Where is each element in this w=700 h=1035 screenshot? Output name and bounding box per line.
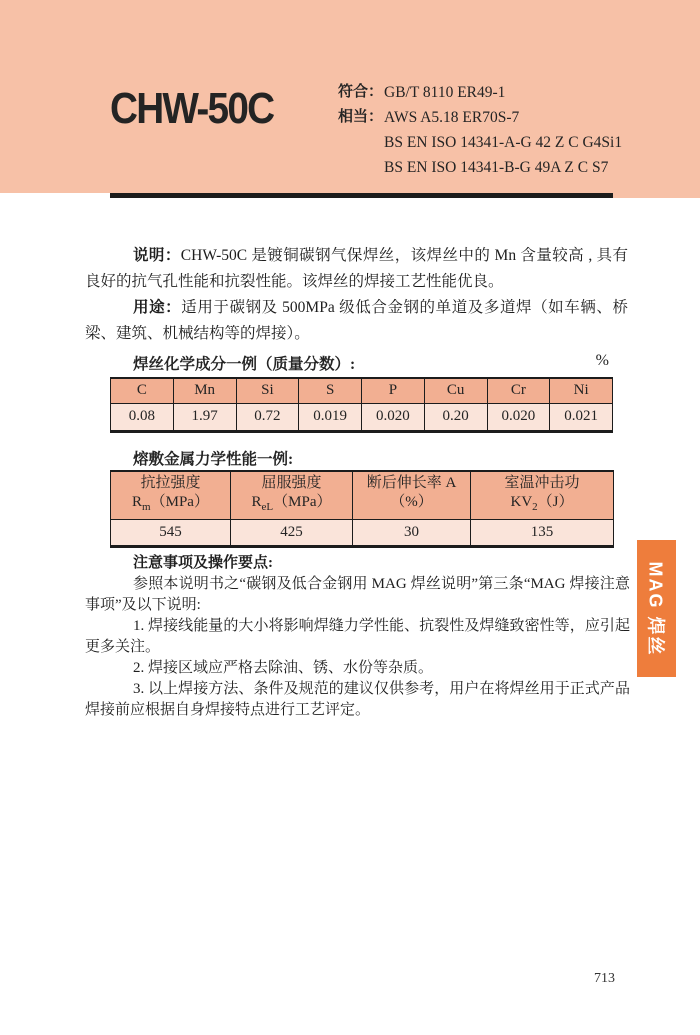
chem-col-header: Cr — [487, 378, 550, 403]
header-band-edge — [613, 193, 700, 198]
equivalent-value: BS EN ISO 14341-A-G 42 Z C G4Si1 — [384, 134, 623, 151]
chem-value-row — [111, 403, 613, 431]
chem-col-header: Mn — [173, 378, 236, 403]
chem-col-header: P — [362, 378, 425, 403]
chem-col-header: Ni — [550, 378, 613, 403]
chem-value: 0.08 — [111, 403, 174, 431]
equivalent-row — [338, 130, 622, 155]
mech-value-row — [111, 520, 614, 547]
chem-col-header: S — [299, 378, 362, 403]
shuoming-label: 说明： — [133, 247, 181, 264]
equivalent-row — [338, 105, 622, 130]
chem-unit-label: % — [595, 352, 609, 369]
notes-item: 3. 以上焊接方法、条件及规范的建议仅供参考，用户在将焊丝用于正式产品焊接前应根据自身焊接特点进行工艺评定。 — [85, 681, 630, 718]
product-title: CHW-50C — [110, 84, 274, 133]
conform-value: GB/T 8110 ER49-1 — [384, 84, 506, 101]
chem-value: 1.97 — [173, 403, 236, 431]
chem-col-header: Cu — [424, 378, 487, 403]
yongtu-paragraph — [85, 295, 628, 347]
spec-label-spacer — [338, 130, 384, 155]
mech-value: 30 — [353, 520, 471, 547]
description-block — [85, 243, 628, 347]
chem-table — [110, 377, 613, 433]
yongtu-label: 用途： — [133, 299, 182, 316]
equivalent-value: BS EN ISO 14341-B-G 49A Z C S7 — [384, 159, 609, 176]
chem-col-header: Si — [236, 378, 299, 403]
chem-header-row — [111, 378, 613, 403]
equivalent-label: 相当： — [338, 109, 384, 125]
mech-value: 135 — [471, 520, 614, 547]
mech-value: 425 — [231, 520, 353, 547]
mech-col-header: 抗拉强度 $R_m(MPa)$ — [111, 471, 231, 520]
chem-section-heading — [110, 352, 613, 374]
chem-col-header: C — [111, 378, 174, 403]
mech-section-heading — [110, 447, 613, 469]
category-tab-label: MAG 焊丝 — [645, 561, 666, 656]
page-number: 713 — [594, 971, 615, 986]
equivalent-value: AWS A5.18 ER70S-7 — [384, 109, 520, 126]
category-tab-mag-wire — [637, 540, 676, 677]
shuoming-paragraph — [85, 243, 628, 295]
standards-block — [338, 80, 622, 180]
chem-value: 0.20 — [424, 403, 487, 431]
mech-col-header: 屈服强度 $R_{eL}(MPa)$ — [231, 471, 353, 520]
notes-block — [85, 553, 630, 721]
header-rule — [110, 193, 613, 198]
chem-value: 0.019 — [299, 403, 362, 431]
mech-table — [110, 470, 614, 548]
notes-title: 注意事项及操作要点: — [133, 555, 273, 571]
mech-header-row — [111, 471, 614, 520]
conform-row — [338, 80, 622, 105]
chem-value: 0.020 — [362, 403, 425, 431]
chem-value: 0.020 — [487, 403, 550, 431]
yongtu-text: 适用于碳钢及 500MPa 级低合金钢的单道及多道焊（如车辆、桥梁、建筑、机械结构等的焊接）。 — [85, 299, 628, 342]
equivalent-row — [338, 155, 622, 180]
mech-col-header: 室温冲击功 $KV_2(J)$ — [471, 471, 614, 520]
mech-value: 545 — [111, 520, 231, 547]
chem-table-title: 焊丝化学成分一例（质量分数）: — [133, 356, 356, 373]
notes-item: 2. 焊接区域应严格去除油、锈、水份等杂质。 — [133, 660, 434, 676]
notes-item: 1. 焊接线能量的大小将影响焊缝力学性能、抗裂性及焊缝致密性等，应引起更多关注。 — [85, 618, 630, 655]
notes-intro: 参照本说明书之“碳钢及低合金钢用 MAG 焊丝说明”第三条“MAG 焊接注意事项”及以下说明: — [85, 576, 630, 613]
shuoming-text: CHW-50C 是镀铜碳钢气保焊丝，该焊丝中的 Mn 含量较高 , 具有良好的抗气孔性能和抗裂性能。该焊丝的焊接工艺性能优良。 — [85, 247, 628, 290]
mech-col-header: 断后伸长率 A （%） — [353, 471, 471, 520]
chem-value: 0.021 — [550, 403, 613, 431]
spec-label-spacer — [338, 155, 384, 180]
mech-table-title: 熔敷金属力学性能一例: — [133, 451, 294, 468]
conform-label: 符合： — [338, 84, 384, 100]
chem-value: 0.72 — [236, 403, 299, 431]
